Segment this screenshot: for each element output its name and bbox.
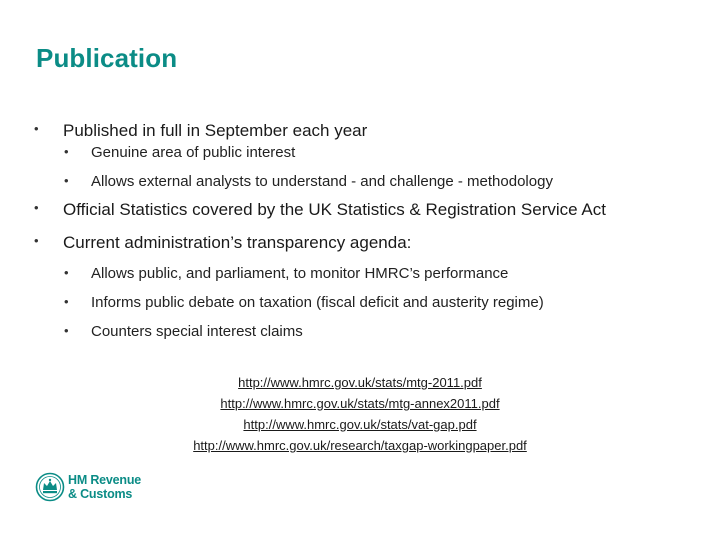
crown-crest-icon [35,472,65,502]
sub-bullet-text: Counters special interest claims [91,323,303,340]
bullet-marker: • [64,265,69,280]
bullet-marker: • [34,200,39,215]
hmrc-logo [35,472,141,502]
bullet-marker: • [34,233,39,248]
sub-bullet-text: Allows public, and parliament, to monitor HMRC’s performance [91,265,509,282]
link-vat-gap[interactable]: http://www.hmrc.gov.uk/stats/vat-gap.pdf [243,417,477,432]
slide-title: Publication [36,43,178,73]
reference-links [0,372,720,456]
bullet-text: Published in full in September each year [63,121,368,140]
bullet-text: Current administration’s transparency agenda: [63,233,412,252]
sub-bullet-text: Informs public debate on taxation (fiscal deficit and austerity regime) [91,294,544,311]
bullet-marker: • [64,144,69,159]
logo-line-1: HM Revenue [68,473,142,487]
logo-line-2: & Customs [68,487,133,501]
bullet-marker: • [64,173,69,188]
link-mtg-2011[interactable]: http://www.hmrc.gov.uk/stats/mtg-2011.pdf [238,375,482,390]
sub-bullet-text: Allows external analysts to understand - and challenge - methodology [91,173,553,190]
sub-bullet-text: Genuine area of public interest [91,144,296,161]
bullet-text: Official Statistics covered by the UK Statistics & Registration Service Act [63,200,606,219]
bullet-marker: • [34,121,39,136]
bullet-marker: • [64,323,69,338]
link-mtg-annex-2011[interactable]: http://www.hmrc.gov.uk/stats/mtg-annex2011.pdf [220,396,500,411]
link-taxgap-workingpaper[interactable]: http://www.hmrc.gov.uk/research/taxgap-workingpaper.pdf [193,438,527,453]
bullet-marker: • [64,294,69,309]
